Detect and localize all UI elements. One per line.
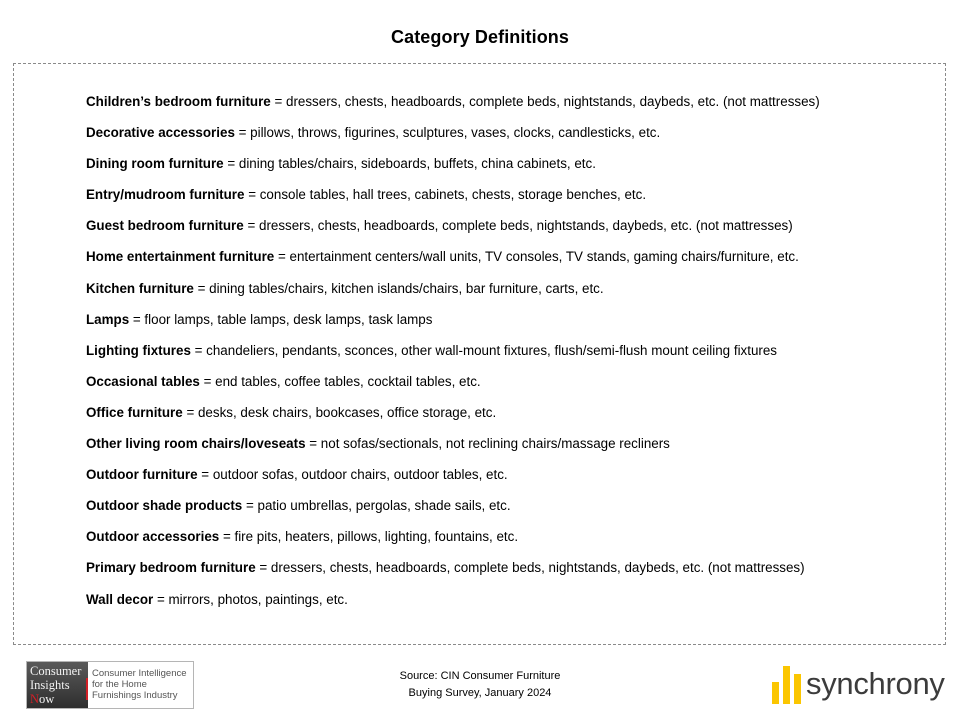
definition-term: Entry/mudroom furniture [86, 187, 245, 203]
definition-term: Wall decor [86, 591, 154, 607]
definition-item [86, 528, 820, 559]
definition-term: Lighting fixtures [86, 342, 191, 358]
definition-item [86, 217, 820, 248]
definition-item [86, 311, 820, 342]
definition-term: Home entertainment furniture [86, 249, 275, 265]
definition-term: Outdoor accessories [86, 529, 220, 545]
definition-description: = dining tables/chairs, kitchen islands/chairs, bar furniture, carts, etc. [193, 280, 604, 296]
page-title: Category Definitions [390, 27, 570, 47]
definition-description: = desks, desk chairs, bookcases, office storage, etc. [182, 404, 497, 420]
definition-description: = dressers, chests, headboards, complete beds, nightstands, daybeds, etc. (not mattresses) [243, 218, 793, 234]
cin-logo-word-now: Now [30, 692, 55, 706]
definition-item [86, 404, 820, 435]
synchrony-wordmark: synchrony [806, 666, 945, 701]
cin-logo-mark [27, 662, 88, 708]
definition-item [86, 373, 820, 404]
definition-term: Guest bedroom furniture [86, 218, 244, 234]
synchrony-bars-icon [772, 664, 802, 708]
definition-term: Kitchen furniture [86, 280, 194, 296]
definition-term: Dining room furniture [86, 156, 224, 172]
source-note [340, 668, 620, 702]
source-line-2: Buying Survey, January 2024 [408, 687, 552, 699]
definition-term: Primary bedroom furniture [86, 560, 256, 576]
definition-item [86, 155, 820, 186]
definition-item [86, 124, 820, 155]
definition-item [86, 93, 820, 124]
definitions-list [86, 93, 820, 622]
definition-item [86, 280, 820, 311]
definition-description: = end tables, coffee tables, cocktail tables, etc. [199, 373, 481, 389]
definition-description: = fire pits, heaters, pillows, lighting, fountains, etc. [219, 529, 519, 545]
definition-description: = dressers, chests, headboards, complete beds, nightstands, daybeds, etc. (not mattresses) [255, 560, 805, 576]
definition-term: Children’s bedroom furniture [86, 94, 271, 109]
definition-item [86, 497, 820, 528]
definition-item [86, 248, 820, 279]
definition-item [86, 591, 820, 622]
cin-logo-tagline: Consumer Intelligence for the Home Furnishings Industry [92, 668, 187, 701]
definition-description: = not sofas/sectionals, not reclining chairs/massage recliners [305, 436, 670, 452]
definition-term: Office furniture [86, 404, 183, 420]
definition-description: = pillows, throws, figurines, sculptures, vases, clocks, candlesticks, etc. [234, 125, 661, 141]
definition-term: Occasional tables [86, 373, 200, 389]
cin-logo-word-insights: Insights [30, 678, 70, 692]
definition-item [86, 435, 820, 466]
definition-item [86, 342, 820, 373]
definition-description: = mirrors, photos, paintings, etc. [153, 591, 348, 607]
definition-term: Outdoor shade products [86, 498, 243, 514]
definition-description: = console tables, hall trees, cabinets, chests, storage benches, etc. [244, 187, 647, 203]
definition-description: = entertainment centers/wall units, TV consoles, TV stands, gaming chairs/furniture, etc. [274, 249, 799, 265]
definition-term: Other living room chairs/loveseats [86, 436, 306, 452]
source-line-1: Source: CIN Consumer Furniture [399, 670, 561, 682]
synchrony-logo [772, 664, 947, 708]
definition-description: = patio umbrellas, pergolas, shade sails, etc. [242, 498, 511, 514]
definition-item [86, 466, 820, 497]
definition-description: = dining tables/chairs, sideboards, buffets, china cabinets, etc. [223, 156, 596, 172]
cin-logo [26, 661, 194, 709]
definition-term: Outdoor furniture [86, 467, 198, 483]
definition-term: Decorative accessories [86, 125, 235, 141]
definition-item [86, 559, 820, 590]
definition-description: = chandeliers, pendants, sconces, other wall-mount fixtures, flush/semi-flush mount ceiling fixtures [190, 342, 778, 358]
definition-description: = outdoor sofas, outdoor chairs, outdoor tables, etc. [197, 467, 508, 483]
definition-item [86, 186, 820, 217]
cin-logo-word-consumer: Consumer [30, 664, 82, 678]
definition-description: = floor lamps, table lamps, desk lamps, task lamps [129, 311, 433, 327]
definition-description: = dressers, chests, headboards, complete beds, nightstands, daybeds, etc. (not mattresses) [270, 94, 820, 109]
definition-term: Lamps [86, 311, 130, 327]
cin-logo-divider [86, 678, 88, 700]
